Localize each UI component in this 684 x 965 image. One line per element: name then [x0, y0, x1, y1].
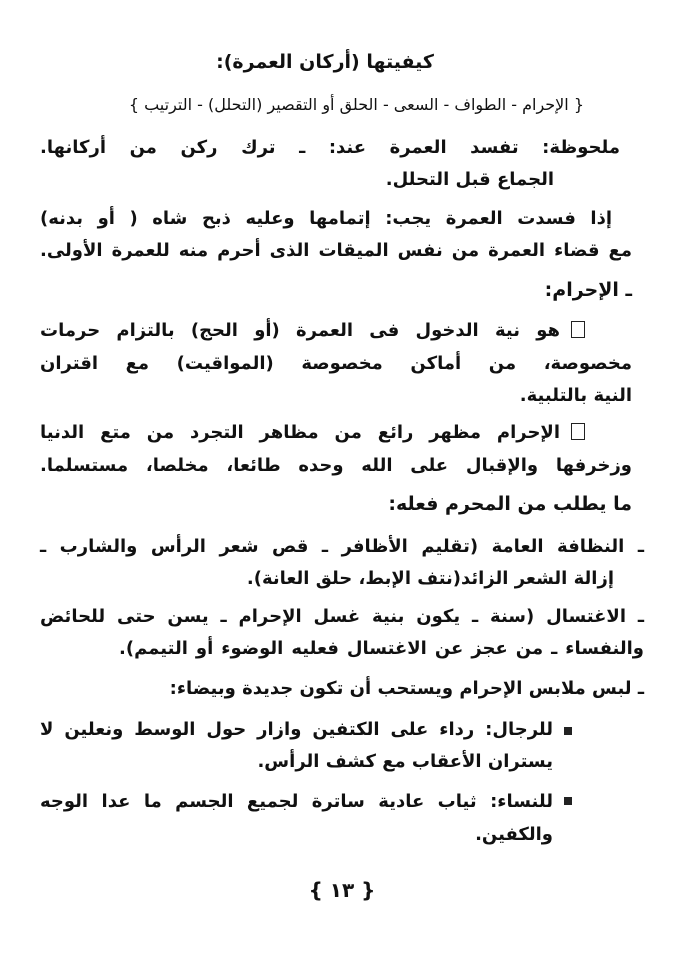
bullet-icon [564, 727, 572, 735]
men-clothes-line-1: للرجال: رداء على الكتفين وازار حول الوسط ونعلين لا [40, 719, 553, 740]
checkbox-icon [571, 321, 585, 338]
note-line-2: الجماع قبل التحلل. [385, 169, 554, 190]
ghusl-line-1: ـ الاغتسال (سنة ـ يكون بنية غسل الإحرام ـ يسن حتى للحائض [40, 606, 644, 627]
men-clothes-line-2: يستران الأعقاب مع كشف الرأس. [257, 751, 553, 772]
ihram-def-line-3: النية بالتلبية. [519, 385, 632, 406]
heading-ihram: ـ الإحرام: [544, 279, 632, 301]
ihram-def-line-2: مخصوصة، من أماكن مخصوصة (المواقيت) مع اقتران [40, 353, 632, 374]
ihram-desc-line-2: وزخرفها والإقبال على الله وحده طائعا، مخلصا، مستسلما. [40, 455, 632, 476]
cleanliness-line-1: ـ النظافة العامة (تقليم الأظافر ـ قص شعر الرأس والشارب ـ [40, 536, 644, 557]
women-clothes-line-1: للنساء: ثياب عادية ساترة لجميع الجسم ما عدا الوجه [40, 791, 553, 812]
note-line-1: ملحوظة: تفسد العمرة عند: ـ ترك ركن من أركانها. [40, 137, 620, 158]
heading-arkan-umrah: كيفيتها (أركان العمرة): [216, 51, 434, 73]
cleanliness-line-2: إزالة الشعر الزائد(نتف الإبط، حلق العانة). [246, 568, 614, 589]
page-number: { ١٣ } [308, 878, 376, 902]
fasad-line-2: مع قضاء العمرة من نفس الميقات الذى أحرم منه للعمرة الأولى. [40, 240, 632, 261]
arkan-list: { الإحرام - الطواف - السعى - الحلق أو التقصير (التحلل) - الترتيب } [128, 95, 584, 114]
ghusl-line-2: والنفساء ـ من عجز عن الاغتسال فعليه الوضوء أو التيمم). [119, 638, 644, 659]
bullet-icon [564, 797, 572, 805]
ihram-desc-line-1: الإحرام مظهر رائع من مظاهر التجرد من متع الدنيا [40, 422, 560, 443]
clothes-line: ـ لبس ملابس الإحرام ويستحب أن تكون جديدة وبيضاء: [169, 678, 644, 699]
checkbox-icon [571, 423, 585, 440]
women-clothes-line-2: والكفين. [475, 824, 553, 845]
heading-muhrim-duties: ما يطلب من المحرم فعله: [388, 493, 632, 515]
fasad-line-1: إذا فسدت العمرة يجب: إتمامها وعليه ذبح شاه ( أو بدنه) [40, 208, 612, 229]
ihram-def-line-1: هو نية الدخول فى العمرة (أو الحج) بالتزام حرمات [40, 320, 560, 341]
